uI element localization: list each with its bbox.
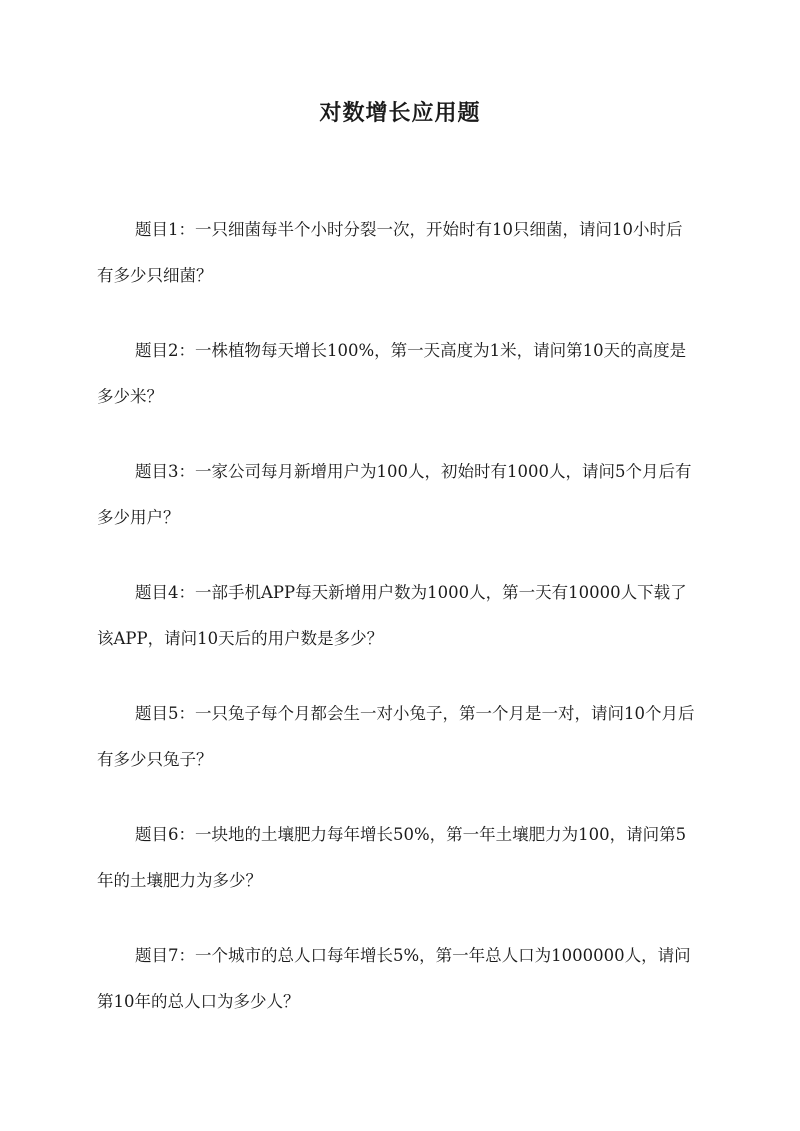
- question-7: [97, 933, 695, 1025]
- question-text: 一只兔子每个月都会生一对小兔子，第一个月是一对，请问10个月后有多少只兔子？: [97, 704, 695, 769]
- question-label: 题目3：: [135, 462, 195, 481]
- question-list: [97, 207, 695, 1054]
- question-label: 题目6：: [135, 825, 195, 844]
- question-text: 一个城市的总人口每年增长5%，第一年总人口为1000000人，请问第10年的总人口为多少人？: [97, 946, 691, 1011]
- question-1: [97, 207, 695, 299]
- question-text: 一家公司每月新增用户为100人，初始时有1000人，请问5个月后有多少用户？: [97, 462, 692, 527]
- page-title: 对数增长应用题: [319, 100, 481, 126]
- question-4: [97, 570, 695, 662]
- question-5: [97, 691, 695, 783]
- question-label: 题目2：: [135, 341, 195, 360]
- question-label: 题目7：: [135, 946, 195, 965]
- question-3: [97, 449, 695, 541]
- question-label: 题目1：: [135, 220, 195, 239]
- question-text: 一株植物每天增长100%，第一天高度为1米，请问第10天的高度是多少米？: [97, 341, 687, 406]
- question-label: 题目4：: [135, 583, 195, 602]
- question-6: [97, 812, 695, 904]
- question-text: 一块地的土壤肥力每年增长50%，第一年土壤肥力为100，请问第5年的土壤肥力为多少？: [97, 825, 687, 890]
- question-label: 题目5：: [135, 704, 195, 723]
- question-text: 一只细菌每半个小时分裂一次，开始时有10只细菌，请问10小时后有多少只细菌？: [97, 220, 683, 285]
- question-2: [97, 328, 695, 420]
- question-text: 一部手机APP每天新增用户数为1000人，第一天有10000人下载了该APP，请问10天后的用户数是多少？: [97, 583, 687, 648]
